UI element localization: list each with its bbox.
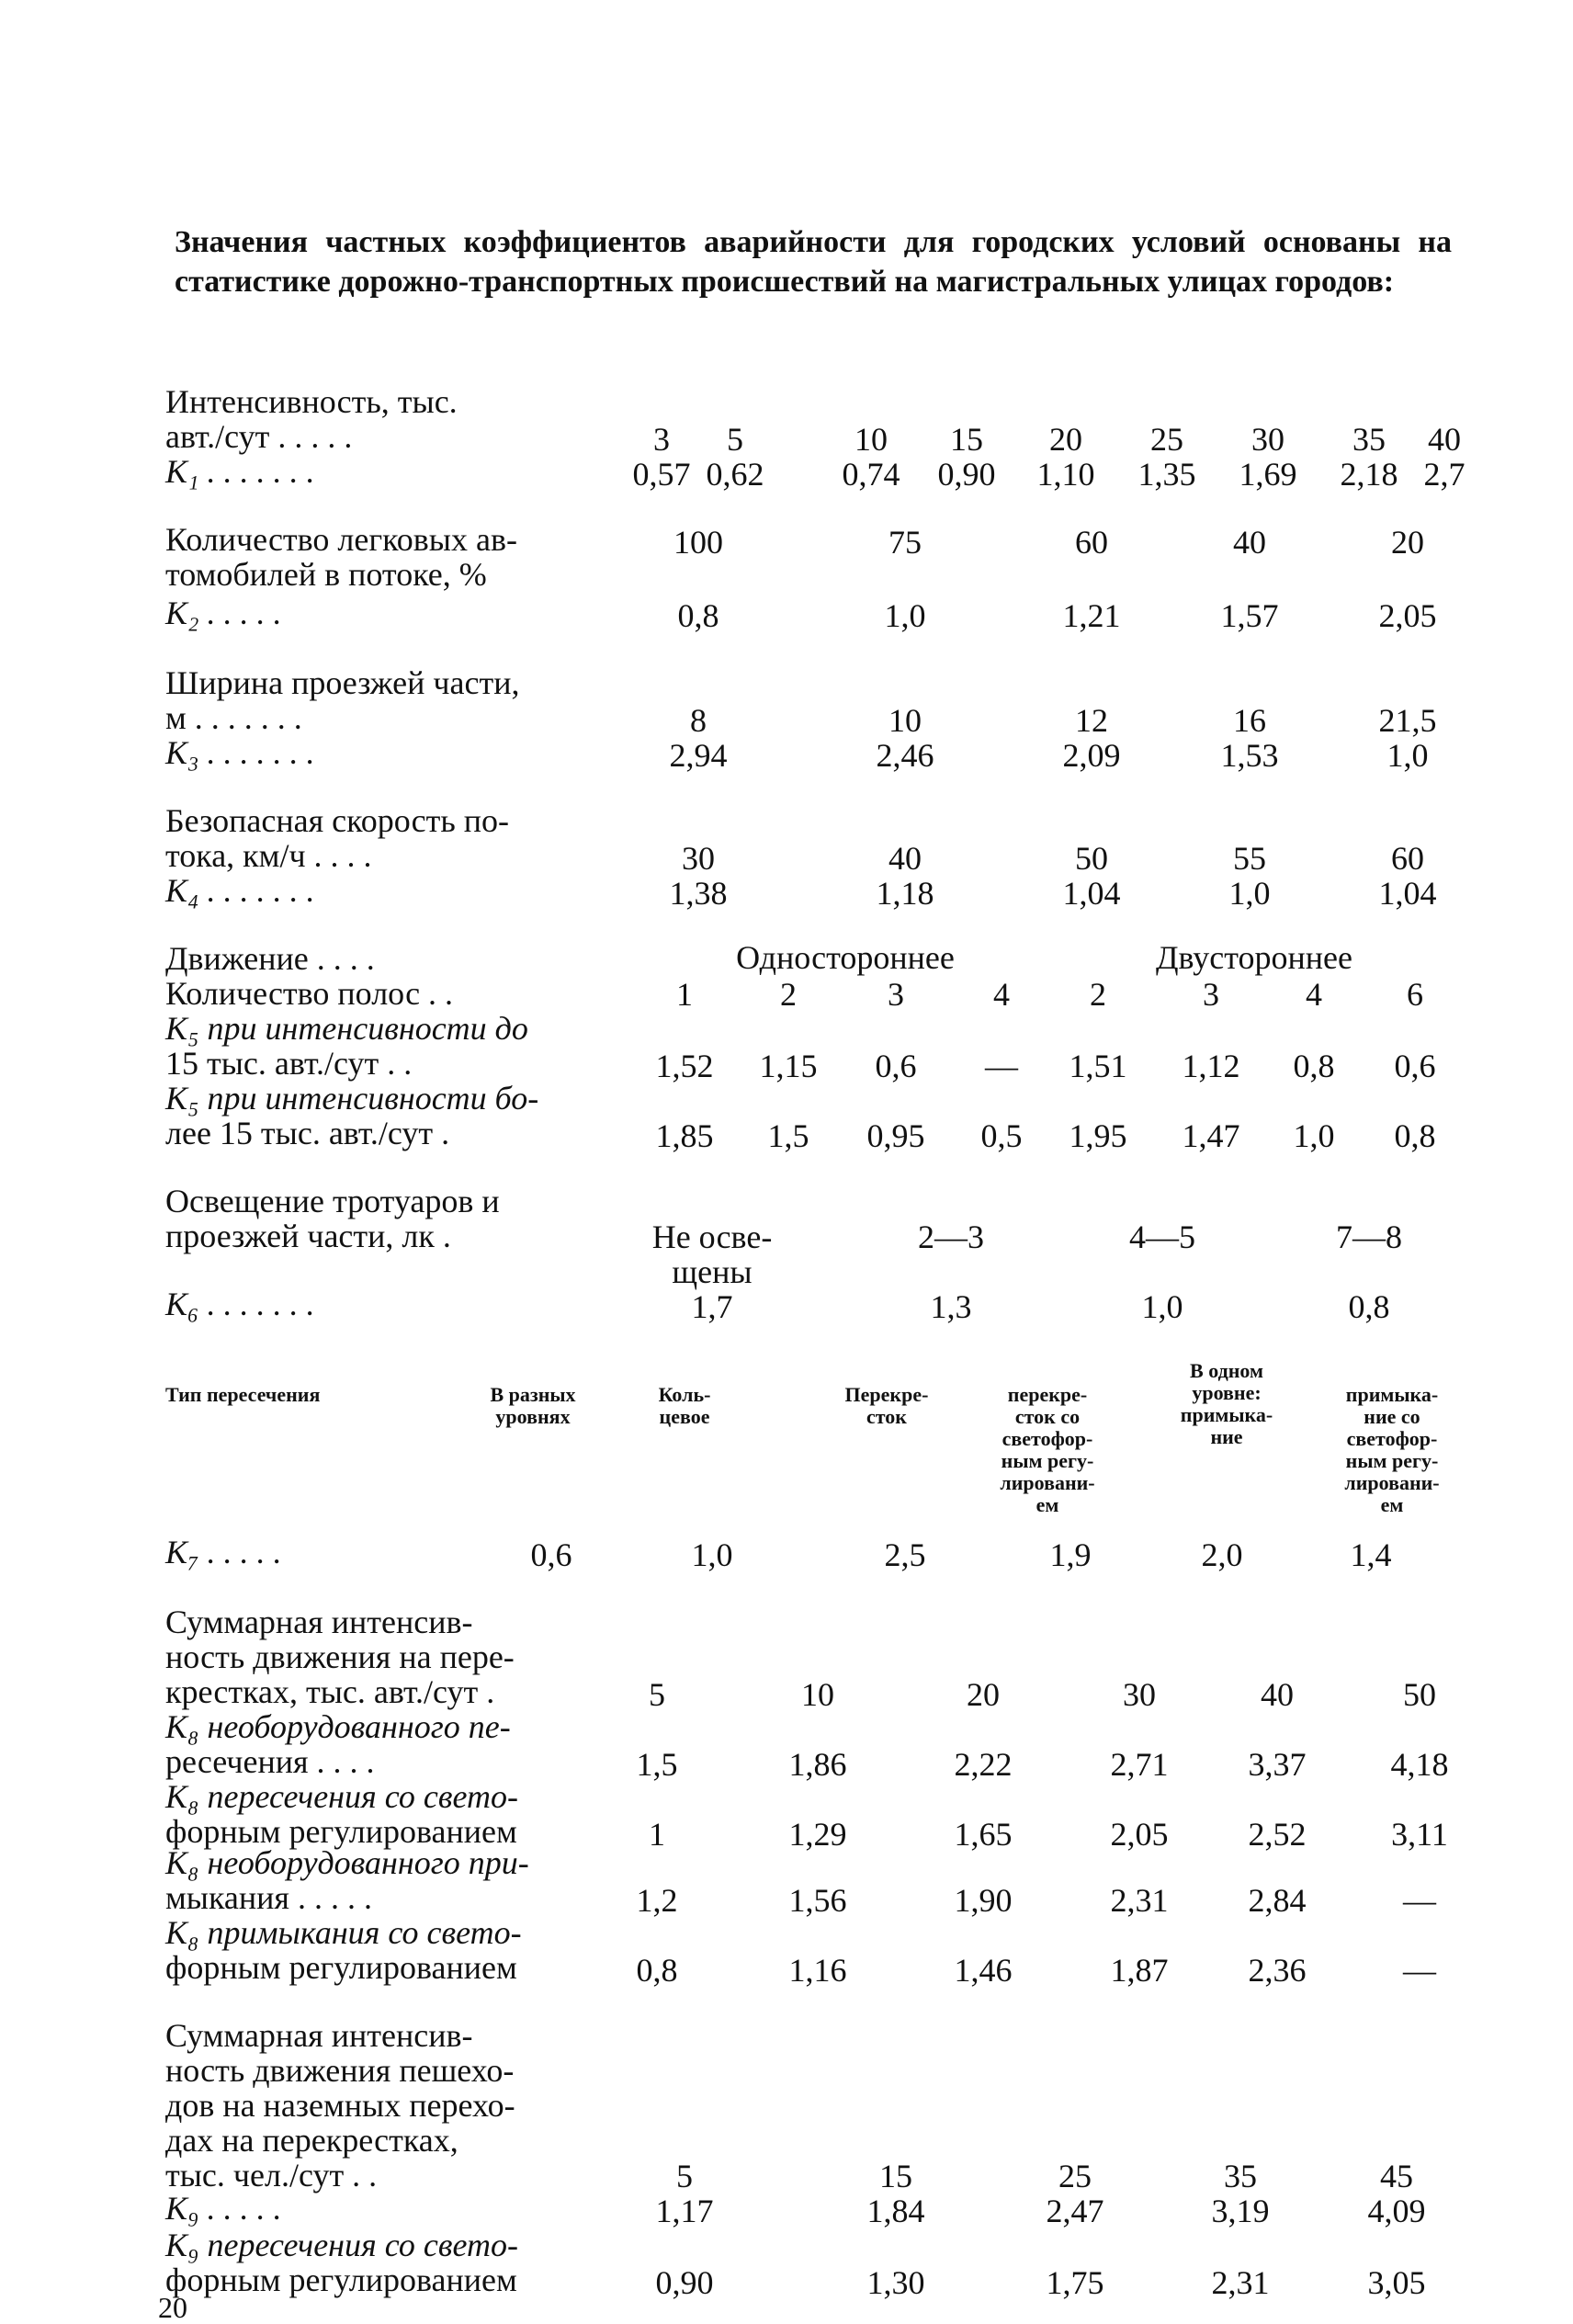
s5-two-way-header: Двустороннее bbox=[1155, 939, 1353, 976]
s7-h4-line-4: ным регу- bbox=[1001, 1449, 1094, 1472]
s8-label-line1: Суммарная интенсив- bbox=[165, 1604, 473, 1640]
s7-h6-line-2: ние со bbox=[1364, 1405, 1420, 1428]
s3-x-3: 12 bbox=[1075, 702, 1108, 739]
s4-value-1: 1,38 bbox=[669, 875, 728, 912]
s4-value-2: 1,18 bbox=[876, 875, 934, 912]
s8-r4-6: — bbox=[1403, 1952, 1436, 1989]
s6-value-3: 1,0 bbox=[1141, 1288, 1183, 1325]
s8-label-line2: ность движения на пере- bbox=[165, 1638, 515, 1675]
s9-label-line1: Суммарная интенсив- bbox=[165, 2017, 473, 2054]
s5-k5b-4: 0,5 bbox=[980, 1117, 1023, 1154]
s2-value-3: 1,21 bbox=[1062, 597, 1121, 634]
s9-r2-label-line1: K₉ пересечения со свето- bbox=[165, 2227, 518, 2263]
s8-r1-3: 2,22 bbox=[954, 1746, 1013, 1783]
s7-k-label: K₇ . . . . . bbox=[165, 1534, 282, 1570]
s5-lane-6: 3 bbox=[1203, 976, 1219, 1013]
s5-k5a-label-line1: K₅ при интенсивности до bbox=[165, 1010, 528, 1047]
s5-k5a-label-line2: 15 тыс. авт./сут . . bbox=[165, 1045, 413, 1082]
s8-r3-label-line2: мыкания . . . . . bbox=[165, 1879, 372, 1916]
s5-lane-7: 4 bbox=[1306, 976, 1322, 1013]
s5-lane-4: 4 bbox=[993, 976, 1010, 1013]
s9-k-label: K₉ . . . . . bbox=[165, 2190, 282, 2227]
s1-x-8: 35 bbox=[1352, 421, 1386, 458]
s8-r3-1: 1,2 bbox=[636, 1882, 678, 1919]
s4-x-2: 40 bbox=[888, 840, 922, 877]
s8-r1-6: 4,18 bbox=[1390, 1746, 1449, 1783]
s8-r1-1: 1,5 bbox=[636, 1746, 678, 1783]
s9-value-1: 1,17 bbox=[655, 2193, 714, 2229]
s1-value-2: 0,62 bbox=[706, 456, 764, 493]
s7-h5-line-1: В одном bbox=[1190, 1359, 1263, 1382]
s7-h5-line-2: уровне: bbox=[1192, 1381, 1262, 1404]
s7-h5-line-3: примыка- bbox=[1180, 1403, 1273, 1426]
s6-header-4: 7—8 bbox=[1336, 1219, 1402, 1255]
s9-label-line4: дах на перекрестках, bbox=[165, 2122, 458, 2159]
s8-x-5: 40 bbox=[1261, 1676, 1294, 1713]
s9-value-2: 1,84 bbox=[866, 2193, 925, 2229]
s6-header-1b: щены bbox=[672, 1253, 753, 1290]
s8-r3-label-line1: K₈ необорудованного при- bbox=[165, 1844, 529, 1881]
s2-x-1: 100 bbox=[673, 524, 723, 561]
s7-h4-line-3: светофор- bbox=[1002, 1427, 1093, 1450]
s9-value-3: 2,47 bbox=[1046, 2193, 1104, 2229]
s9-label-line3: дов на наземных перехо- bbox=[165, 2087, 515, 2124]
s1-value-9: 2,7 bbox=[1423, 456, 1465, 493]
s7-h6-line-1: примыка- bbox=[1345, 1383, 1439, 1406]
s1-x-2: 5 bbox=[727, 421, 743, 458]
s6-label-line1: Освещение тротуаров и bbox=[165, 1183, 500, 1219]
s3-value-4: 1,53 bbox=[1220, 737, 1279, 774]
s1-value-6: 1,35 bbox=[1137, 456, 1196, 493]
s4-k-label: K₄ . . . . . . . bbox=[165, 872, 315, 909]
s9-label-line2: ность движения пешехо- bbox=[165, 2052, 515, 2089]
s9-value-5: 4,09 bbox=[1367, 2193, 1426, 2229]
s7-value-1: 0,6 bbox=[530, 1536, 572, 1573]
s7-h6-line-3: светофор- bbox=[1346, 1427, 1438, 1450]
s5-k5a-8: 0,6 bbox=[1394, 1048, 1436, 1084]
s7-h3-line-2: сток bbox=[866, 1405, 907, 1428]
s7-h1-line-2: уровнях bbox=[495, 1405, 571, 1428]
s1-x-5: 20 bbox=[1049, 421, 1082, 458]
s1-x-9: 40 bbox=[1428, 421, 1461, 458]
s8-r2-6: 3,11 bbox=[1391, 1816, 1448, 1853]
s1-value-4: 0,90 bbox=[937, 456, 996, 493]
s8-x-3: 20 bbox=[967, 1676, 1000, 1713]
page-number: 20 bbox=[158, 2291, 187, 2324]
s4-x-4: 55 bbox=[1233, 840, 1266, 877]
s7-value-2: 1,0 bbox=[691, 1536, 733, 1573]
s4-label-line2: тока, км/ч . . . . bbox=[165, 837, 372, 874]
s8-r4-3: 1,46 bbox=[954, 1952, 1013, 1989]
s6-label-line2: проезжей части, лк . bbox=[165, 1218, 451, 1254]
s5-k5b-7: 1,0 bbox=[1293, 1117, 1335, 1154]
s4-value-3: 1,04 bbox=[1062, 875, 1121, 912]
s8-r2-label-line2: форным регулированием bbox=[165, 1813, 517, 1850]
s8-x-4: 30 bbox=[1123, 1676, 1156, 1713]
intro-paragraph: Значения частных коэффициентов аварийности для городских условий основаны на статистике дорожно-транспортных происшествий на магистральных улицах городов: bbox=[175, 225, 1452, 299]
s2-value-4: 1,57 bbox=[1220, 597, 1279, 634]
s2-x-5: 20 bbox=[1391, 524, 1424, 561]
s8-r1-2: 1,86 bbox=[788, 1746, 847, 1783]
s8-r4-5: 2,36 bbox=[1248, 1952, 1307, 1989]
s5-lane-2: 2 bbox=[780, 976, 797, 1013]
s6-header-1a: Не осве- bbox=[651, 1219, 773, 1255]
s9-x-4: 35 bbox=[1224, 2158, 1257, 2194]
s8-r3-2: 1,56 bbox=[788, 1882, 847, 1919]
s8-r3-4: 2,31 bbox=[1110, 1882, 1169, 1919]
s1-value-5: 1,10 bbox=[1036, 456, 1095, 493]
s9-r2-1: 0,90 bbox=[655, 2264, 714, 2301]
s7-type-label: Тип пересечения bbox=[165, 1383, 321, 1406]
s5-k5a-6: 1,12 bbox=[1182, 1048, 1240, 1084]
s6-value-2: 1,3 bbox=[930, 1288, 972, 1325]
s8-r4-2: 1,16 bbox=[788, 1952, 847, 1989]
s7-h2-line-1: Коль- bbox=[658, 1383, 711, 1406]
s1-x-3: 10 bbox=[854, 421, 888, 458]
s7-value-5: 2,0 bbox=[1201, 1536, 1243, 1573]
s3-x-5: 21,5 bbox=[1378, 702, 1437, 739]
s7-h6-line-4: ным регу- bbox=[1345, 1449, 1439, 1472]
s7-h4-line-6: ем bbox=[1035, 1493, 1059, 1516]
s4-x-5: 60 bbox=[1391, 840, 1424, 877]
s9-x-3: 25 bbox=[1058, 2158, 1092, 2194]
s5-k5b-6: 1,47 bbox=[1182, 1117, 1240, 1154]
s8-r4-4: 1,87 bbox=[1110, 1952, 1169, 1989]
s8-x-1: 5 bbox=[649, 1676, 665, 1713]
s8-r2-label-line1: K₈ пересечения со свето- bbox=[165, 1778, 518, 1815]
s5-k5a-3: 0,6 bbox=[875, 1048, 917, 1084]
s3-x-4: 16 bbox=[1233, 702, 1266, 739]
s7-value-4: 1,9 bbox=[1049, 1536, 1092, 1573]
s8-r2-3: 1,65 bbox=[954, 1816, 1013, 1853]
s2-x-4: 40 bbox=[1233, 524, 1266, 561]
s9-r2-5: 3,05 bbox=[1367, 2264, 1426, 2301]
s6-value-1: 1,7 bbox=[691, 1288, 733, 1325]
s9-x-5: 45 bbox=[1380, 2158, 1413, 2194]
s1-x-6: 25 bbox=[1150, 421, 1183, 458]
s1-k-label: K₁ . . . . . . . bbox=[165, 453, 315, 490]
s2-x-3: 60 bbox=[1075, 524, 1108, 561]
s6-k-label: K₆ . . . . . . . bbox=[165, 1286, 315, 1322]
s7-h2-line-2: цевое bbox=[659, 1405, 710, 1428]
s4-x-1: 30 bbox=[682, 840, 715, 877]
s6-header-2: 2—3 bbox=[918, 1219, 984, 1255]
s5-k5b-3: 0,95 bbox=[866, 1117, 925, 1154]
s5-one-way-header: Одностороннее bbox=[736, 939, 955, 976]
s5-k5b-8: 0,8 bbox=[1394, 1117, 1436, 1154]
s2-x-2: 75 bbox=[888, 524, 922, 561]
s9-x-2: 15 bbox=[879, 2158, 912, 2194]
s2-value-2: 1,0 bbox=[884, 597, 926, 634]
s9-r2-2: 1,30 bbox=[866, 2264, 925, 2301]
s5-lane-5: 2 bbox=[1090, 976, 1106, 1013]
s5-k5a-4: — bbox=[985, 1048, 1018, 1084]
s5-k5a-7: 0,8 bbox=[1293, 1048, 1335, 1084]
s7-h1-line-1: В разных bbox=[490, 1383, 576, 1406]
s3-value-5: 1,0 bbox=[1386, 737, 1429, 774]
s5-move-label: Движение . . . . bbox=[165, 940, 375, 977]
s5-k5b-label-line2: лее 15 тыс. авт./сут . bbox=[165, 1115, 450, 1151]
s8-r1-4: 2,71 bbox=[1110, 1746, 1169, 1783]
s5-lanes-label: Количество полос . . bbox=[165, 975, 454, 1012]
s7-h6-line-5: лировани- bbox=[1344, 1471, 1440, 1494]
s7-h4-line-5: лировани- bbox=[1000, 1471, 1095, 1494]
s4-value-5: 1,04 bbox=[1378, 875, 1437, 912]
s8-label-line3: крестках, тыс. авт./сут . bbox=[165, 1673, 495, 1710]
s3-value-1: 2,94 bbox=[669, 737, 728, 774]
s7-h6-line-6: ем bbox=[1380, 1493, 1404, 1516]
s8-r3-6: — bbox=[1403, 1882, 1436, 1919]
s8-r4-1: 0,8 bbox=[636, 1952, 678, 1989]
s1-label-line1: Интенсивность, тыс. bbox=[165, 383, 458, 420]
s2-value-1: 0,8 bbox=[677, 597, 719, 634]
s5-k5a-1: 1,52 bbox=[655, 1048, 714, 1084]
s5-lane-3: 3 bbox=[888, 976, 904, 1013]
s2-value-5: 2,05 bbox=[1378, 597, 1437, 634]
s8-x-6: 50 bbox=[1403, 1676, 1436, 1713]
s8-r1-label-line1: K₈ необорудованного пе- bbox=[165, 1708, 511, 1745]
s8-r2-4: 2,05 bbox=[1110, 1816, 1169, 1853]
s6-value-4: 0,8 bbox=[1348, 1288, 1390, 1325]
s4-value-4: 1,0 bbox=[1228, 875, 1271, 912]
s8-r1-5: 3,37 bbox=[1248, 1746, 1307, 1783]
s1-value-1: 0,57 bbox=[632, 456, 691, 493]
s8-r2-1: 1 bbox=[649, 1816, 665, 1853]
s3-x-2: 10 bbox=[888, 702, 922, 739]
s1-x-4: 15 bbox=[950, 421, 983, 458]
s3-k-label: K₃ . . . . . . . bbox=[165, 734, 315, 771]
s5-k5b-label-line1: K₅ при интенсивности бо- bbox=[165, 1080, 539, 1117]
s9-r2-4: 2,31 bbox=[1211, 2264, 1270, 2301]
s4-x-3: 50 bbox=[1075, 840, 1108, 877]
s7-h3-line-1: Перекре- bbox=[844, 1383, 929, 1406]
s9-r2-label-line2: форным регулированием bbox=[165, 2262, 517, 2298]
s3-value-3: 2,09 bbox=[1062, 737, 1121, 774]
s5-k5b-5: 1,95 bbox=[1069, 1117, 1127, 1154]
s6-header-3: 4—5 bbox=[1129, 1219, 1195, 1255]
s9-label-line5: тыс. чел./сут . . bbox=[165, 2157, 378, 2194]
s9-r2-3: 1,75 bbox=[1046, 2264, 1104, 2301]
s9-x-1: 5 bbox=[676, 2158, 693, 2194]
s2-label-line2: томобилей в потоке, % bbox=[165, 556, 487, 593]
s3-label-line2: м . . . . . . . bbox=[165, 699, 302, 736]
s8-r2-2: 1,29 bbox=[788, 1816, 847, 1853]
s1-value-8: 2,18 bbox=[1340, 456, 1398, 493]
s5-k5a-2: 1,15 bbox=[759, 1048, 818, 1084]
s2-label-line1: Количество легковых ав- bbox=[165, 521, 517, 558]
s5-k5b-2: 1,5 bbox=[767, 1117, 809, 1154]
s1-label-line2: авт./сут . . . . . bbox=[165, 418, 353, 455]
s7-h5-line-4: ние bbox=[1210, 1425, 1243, 1448]
s8-r1-label-line2: ресечения . . . . bbox=[165, 1743, 375, 1780]
s3-label-line1: Ширина проезжей части, bbox=[165, 664, 520, 701]
s5-k5a-5: 1,51 bbox=[1069, 1048, 1127, 1084]
s8-r3-5: 2,84 bbox=[1248, 1882, 1307, 1919]
s5-lane-8: 6 bbox=[1407, 976, 1423, 1013]
s7-value-6: 1,4 bbox=[1350, 1536, 1392, 1573]
s1-value-7: 1,69 bbox=[1239, 456, 1297, 493]
s1-value-3: 0,74 bbox=[842, 456, 900, 493]
s8-r3-3: 1,90 bbox=[954, 1882, 1013, 1919]
s8-x-2: 10 bbox=[801, 1676, 834, 1713]
s7-h4-line-2: сток со bbox=[1014, 1405, 1081, 1428]
s3-x-1: 8 bbox=[690, 702, 707, 739]
s9-value-4: 3,19 bbox=[1211, 2193, 1270, 2229]
s8-r4-label-line1: K₈ примыкания со свето- bbox=[165, 1914, 522, 1951]
s4-label-line1: Безопасная скорость по- bbox=[165, 802, 510, 839]
s3-value-2: 2,46 bbox=[876, 737, 934, 774]
s7-value-3: 2,5 bbox=[884, 1536, 926, 1573]
s8-r4-label-line2: форным регулированием bbox=[165, 1949, 517, 1986]
s1-x-7: 30 bbox=[1251, 421, 1284, 458]
s7-h4-line-1: перекре- bbox=[1007, 1383, 1088, 1406]
s1-x-1: 3 bbox=[653, 421, 670, 458]
s5-lane-1: 1 bbox=[676, 976, 693, 1013]
s8-r2-5: 2,52 bbox=[1248, 1816, 1307, 1853]
s5-k5b-1: 1,85 bbox=[655, 1117, 714, 1154]
s2-k-label: K₂ . . . . . bbox=[165, 595, 282, 631]
